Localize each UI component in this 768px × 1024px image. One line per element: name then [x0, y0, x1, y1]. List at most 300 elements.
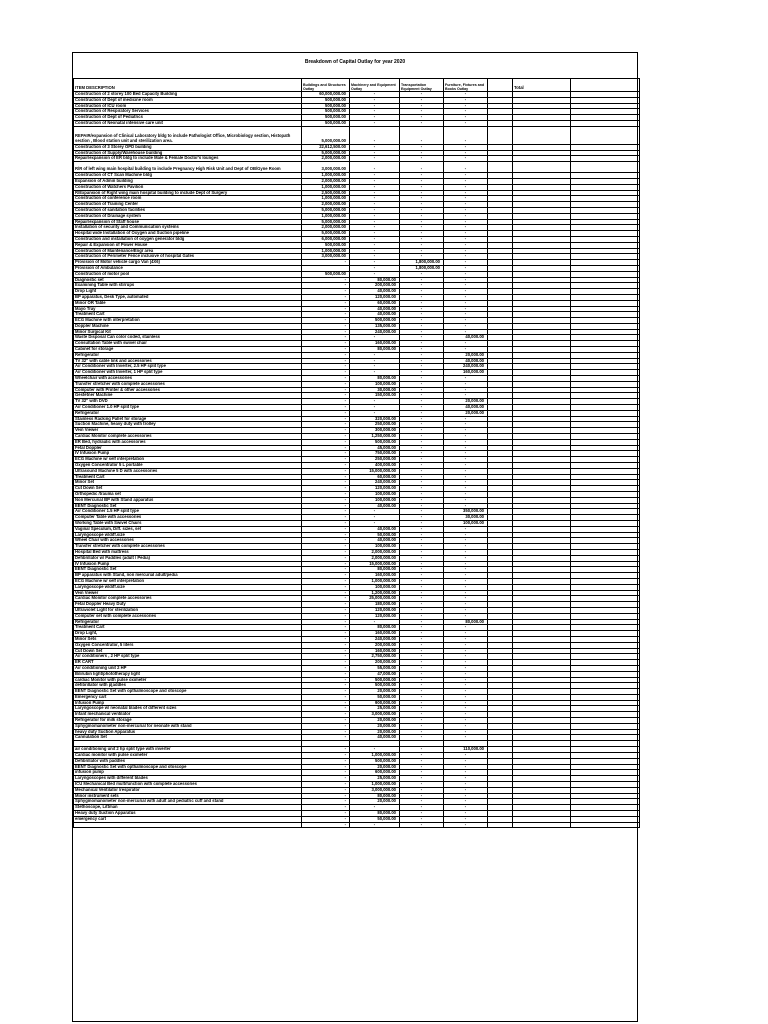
cell-furniture-value: -	[444, 162, 488, 173]
cell-item-description: Working Table with Swivel Chairs	[74, 520, 302, 526]
cell-transportation-value: -	[400, 625, 444, 631]
cell-item-description: Construction of Training Center	[74, 202, 302, 208]
cell-buildings-value: -	[302, 573, 350, 579]
cell-item-description: Construction of Respiratory Services	[74, 109, 302, 115]
cell-buildings-value: -	[302, 300, 350, 306]
cell-buildings-value: -	[302, 474, 350, 480]
cell-item-description: Waste Disposal Can color coded, stainless	[74, 335, 302, 341]
cell-furniture-value: -	[444, 503, 488, 509]
cell-furniture-value: -	[444, 92, 488, 98]
cell-transportation-value: -	[400, 723, 444, 729]
cell-furniture-value: -	[444, 277, 488, 283]
cell-item-description: Mechanical Ventilator /respirator	[74, 787, 302, 793]
cell-item-description: Construction of conference room	[74, 196, 302, 202]
cell-furniture-value: -	[444, 573, 488, 579]
cell-item-description: Treatment Cart	[74, 312, 302, 318]
cell-machinery-value: 25,000.00	[350, 776, 400, 782]
cell-furniture-value: -	[444, 735, 488, 741]
cell-transportation-value: -	[400, 323, 444, 329]
cell-buildings-value: -	[302, 364, 350, 370]
cell-buildings-value: -	[302, 532, 350, 538]
cell-transportation-value: -	[400, 405, 444, 411]
cell-buildings-value: -	[302, 578, 350, 584]
cell-furniture-value: -	[444, 607, 488, 613]
cell-buildings-value: 1,000,000.00	[302, 248, 350, 254]
cell-item-description: BP apparatus, Desk Type, automated	[74, 294, 302, 300]
cell-machinery-value: 40,000.00	[350, 312, 400, 318]
cell-item-description: Wheelchair with accessories	[74, 376, 302, 382]
cell-item-description: Refrigerator	[74, 410, 302, 416]
cell-item-description: Air Conditioner with Inverter, 1 HP split type	[74, 370, 302, 376]
cell-furniture-value: -	[444, 538, 488, 544]
cell-blank	[571, 162, 640, 173]
cell-furniture-value: -	[444, 463, 488, 469]
cell-machinery-value: 250,000.00	[350, 422, 400, 428]
cell-transportation-value: -	[400, 289, 444, 295]
cell-machinery-value: 150,000.00	[350, 393, 400, 399]
cell-machinery-value: 100,000.00	[350, 497, 400, 503]
cell-machinery-value: 40,000.00	[350, 289, 400, 295]
cell-item-description: Construction of Dept of Pediatrics	[74, 115, 302, 121]
cell-buildings-value: -	[302, 341, 350, 347]
cell-transportation-value: -	[400, 654, 444, 660]
cell-transportation-value: -	[400, 787, 444, 793]
cell-buildings-value: 500,000.00	[302, 271, 350, 277]
cell-transportation-value: -	[400, 729, 444, 735]
cell-transportation-value: -	[400, 439, 444, 445]
cell-machinery-value: -	[350, 405, 400, 411]
cell-buildings-value: -	[302, 648, 350, 654]
cell-item-description: Construction of Dept of medicine room	[74, 97, 302, 103]
cell-buildings-value: 1,000,000.00	[302, 184, 350, 190]
cell-item-description: emergency cart	[74, 816, 302, 822]
cell-buildings-value: -	[302, 764, 350, 770]
cell-buildings-value: -	[302, 260, 350, 266]
cell-item-description: Cut Down Set	[74, 648, 302, 654]
cell-buildings-value: -	[302, 428, 350, 434]
cell-transportation-value: -	[400, 242, 444, 248]
cell-machinery-value: 80,000.00	[350, 567, 400, 573]
cell-transportation-value: -	[400, 822, 444, 828]
cell-machinery-value: -	[350, 515, 400, 521]
cell-transportation-value: -	[400, 793, 444, 799]
cell-item-description: EENT Diagnostic Set	[74, 567, 302, 573]
cell-transportation-value: -	[400, 480, 444, 486]
cell-transportation-value: -	[400, 92, 444, 98]
cell-transportation-value: -	[400, 347, 444, 353]
cell-machinery-value: 300,000.00	[350, 428, 400, 434]
cell-buildings-value: -	[302, 405, 350, 411]
cell-item-description: Stainless Racking Pallet for storage	[74, 416, 302, 422]
cell-machinery-value: 20,000.00	[350, 718, 400, 724]
cell-buildings-value: -	[302, 335, 350, 341]
cell-transportation-value: -	[400, 503, 444, 509]
cell-item-description: Expansion of Admin building	[74, 178, 302, 184]
cell-transportation-value: -	[400, 573, 444, 579]
cell-machinery-value: -	[350, 335, 400, 341]
cell-transportation-value: -	[400, 335, 444, 341]
cell-item-description: Construction of 3 Storey OPD building	[74, 144, 302, 150]
col-header-blank	[488, 79, 513, 92]
cell-machinery-value: -	[350, 399, 400, 405]
cell-buildings-value: -	[302, 787, 350, 793]
cell-furniture-value: -	[444, 115, 488, 121]
cell-buildings-value: -	[302, 706, 350, 712]
cell-furniture-value: -	[444, 422, 488, 428]
cell-buildings-value: -	[302, 422, 350, 428]
cell-transportation-value: -	[400, 532, 444, 538]
cell-machinery-value: 100,000.00	[350, 381, 400, 387]
cell-machinery-value: -	[350, 619, 400, 625]
cell-item-description: ECG Machine w/ self interpretation	[74, 578, 302, 584]
cell-buildings-value: -	[302, 312, 350, 318]
cell-buildings-value: -	[302, 526, 350, 532]
cell-transportation-value: -	[400, 805, 444, 811]
cell-item-description: Fetal Doppler	[74, 445, 302, 451]
cell-furniture-value: -	[444, 144, 488, 150]
cell-furniture-value: 20,000.00	[444, 352, 488, 358]
cell-machinery-value: 3,000,000.00	[350, 787, 400, 793]
cell-transportation-value: -	[400, 607, 444, 613]
cell-furniture-value: -	[444, 300, 488, 306]
cell-transportation-value: -	[400, 520, 444, 526]
cell-machinery-value: 750,000.00	[350, 451, 400, 457]
capital-outlay-table	[73, 78, 640, 828]
cell-machinery-value: 20,000.00	[350, 729, 400, 735]
cell-furniture-value: -	[444, 822, 488, 828]
cell-blank	[571, 126, 640, 144]
cell-furniture-value: -	[444, 758, 488, 764]
cell-buildings-value: -	[302, 567, 350, 573]
cell-item-description: IV Infusion Pump	[74, 451, 302, 457]
cell-item-description: Heavy duty Suction Apparatus	[74, 811, 302, 817]
cell-furniture-value: -	[444, 660, 488, 666]
cell-transportation-value: -	[400, 410, 444, 416]
cell-buildings-value: -	[302, 283, 350, 289]
cell-buildings-value: -	[302, 451, 350, 457]
cell-item-description: Orthopedic /trauma set	[74, 492, 302, 498]
cell-machinery-value: 900,000.00	[350, 700, 400, 706]
cell-furniture-value: -	[444, 625, 488, 631]
cell-transportation-value: -	[400, 590, 444, 596]
cell-transportation-value: -	[400, 219, 444, 225]
cell-buildings-value: -	[302, 758, 350, 764]
cell-buildings-value: -	[302, 381, 350, 387]
cell-machinery-value: 80,000.00	[350, 347, 400, 353]
cell-transportation-value: -	[400, 428, 444, 434]
cell-furniture-value: -	[444, 190, 488, 196]
cell-machinery-value: -	[350, 150, 400, 156]
cell-transportation-value: -	[400, 329, 444, 335]
cell-item-description: Treatment Cart	[74, 625, 302, 631]
cell-machinery-value: 3,000,000.00	[350, 712, 400, 718]
cell-item-description: Air Conditioner with Inverter, 2.5 HP split type	[74, 364, 302, 370]
cell-furniture-value: -	[444, 236, 488, 242]
cell-furniture-value: -	[444, 283, 488, 289]
cell-buildings-value: -	[302, 376, 350, 382]
cell-machinery-value: -	[350, 178, 400, 184]
cell-transportation-value: -	[400, 515, 444, 521]
cell-machinery-value: 40,000.00	[350, 735, 400, 741]
cell-item-description: heavy duty Suction Apparatus	[74, 729, 302, 735]
cell-furniture-value: -	[444, 816, 488, 822]
cell-buildings-value: 1,000,000.00	[302, 213, 350, 219]
cell-item-description: Bilirubin light/phototherapy light	[74, 671, 302, 677]
cell-total	[513, 162, 571, 173]
cell-item-description: Sphygmomanometer non-mercurial for neonate with stand	[74, 723, 302, 729]
cell-buildings-value: -	[302, 289, 350, 295]
cell-transportation-value: -	[400, 683, 444, 689]
cell-machinery-value: -	[350, 822, 400, 828]
cell-buildings-value: -	[302, 318, 350, 324]
cell-furniture-value: -	[444, 156, 488, 162]
cell-buildings-value: -	[302, 723, 350, 729]
cell-item-description: Suction Machine, heavy duty with trolley	[74, 422, 302, 428]
cell-transportation-value: -	[400, 578, 444, 584]
cell-item-description: Refrigerator for milk storage	[74, 718, 302, 724]
cell-transportation-value: -	[400, 120, 444, 126]
cell-buildings-value: -	[302, 694, 350, 700]
cell-machinery-value: 60,000.00	[350, 300, 400, 306]
cell-machinery-value: -	[350, 196, 400, 202]
cell-transportation-value: -	[400, 370, 444, 376]
cell-machinery-value: 240,000.00	[350, 480, 400, 486]
cell-buildings-value: 5,000,000.00	[302, 150, 350, 156]
cell-machinery-value: 1,200,000.00	[350, 590, 400, 596]
cell-transportation-value: -	[400, 544, 444, 550]
cell-transportation-value: -	[400, 115, 444, 121]
cell-transportation-value: -	[400, 213, 444, 219]
cell-machinery-value: -	[350, 260, 400, 266]
cell-item-description: Construction of sanitation facilities	[74, 207, 302, 213]
cell-buildings-value: -	[302, 799, 350, 805]
cell-furniture-value: -	[444, 613, 488, 619]
cell-item-description: TV 32" with DVD	[74, 399, 302, 405]
cell-transportation-value: -	[400, 770, 444, 776]
cell-transportation-value: -	[400, 144, 444, 150]
cell-item-description: Refrigerator	[74, 352, 302, 358]
cell-buildings-value: -	[302, 555, 350, 561]
cell-machinery-value: -	[350, 370, 400, 376]
cell-item-description: Laryngoscope w/diff.size	[74, 584, 302, 590]
cell-transportation-value: -	[400, 689, 444, 695]
cell-transportation-value: -	[400, 399, 444, 405]
cell-furniture-value: -	[444, 260, 488, 266]
cell-blank	[571, 822, 640, 828]
cell-transportation-value: -	[400, 776, 444, 782]
cell-item-description: R/R of left wing main hospital building to include Pregnancy High Risk Unit and Dept of OB/Gyne Room	[74, 162, 302, 173]
cell-transportation-value: -	[400, 387, 444, 393]
cell-buildings-value: -	[302, 683, 350, 689]
cell-furniture-value: -	[444, 294, 488, 300]
cell-furniture-value: -	[444, 492, 488, 498]
cell-furniture-value: -	[444, 590, 488, 596]
cell-transportation-value: -	[400, 811, 444, 817]
cell-transportation-value: 1,800,000.00	[400, 265, 444, 271]
cell-transportation-value: -	[400, 184, 444, 190]
cell-transportation-value: -	[400, 706, 444, 712]
cell-buildings-value: 6,000,000.00	[302, 236, 350, 242]
cell-furniture-value: -	[444, 764, 488, 770]
cell-item-description: Infusion Pump	[74, 700, 302, 706]
cell-item-description: Minor Sets	[74, 636, 302, 642]
cell-furniture-value: -	[444, 196, 488, 202]
cell-furniture-value: -	[444, 323, 488, 329]
cell-transportation-value: -	[400, 207, 444, 213]
cell-transportation-value: -	[400, 300, 444, 306]
cell-machinery-value: 120,000.00	[350, 486, 400, 492]
cell-machinery-value: 30,000.00	[350, 387, 400, 393]
cell-buildings-value: -	[302, 596, 350, 602]
cell-furniture-value: -	[444, 289, 488, 295]
cell-furniture-value: -	[444, 642, 488, 648]
cell-item-description: Air Conditioner 1.5 HP split type	[74, 509, 302, 515]
cell-furniture-value: -	[444, 694, 488, 700]
cell-furniture-value: -	[444, 486, 488, 492]
cell-item-description: ER CART	[74, 660, 302, 666]
cell-item-description: Drop Light	[74, 289, 302, 295]
cell-buildings-value: -	[302, 625, 350, 631]
cell-buildings-value: 500,000.00	[302, 97, 350, 103]
cell-transportation-value: -	[400, 718, 444, 724]
cell-buildings-value: -	[302, 416, 350, 422]
cell-furniture-value: -	[444, 109, 488, 115]
cell-blank	[488, 822, 513, 828]
cell-item-description: Cardiac Monitor complete accessories	[74, 434, 302, 440]
cell-buildings-value: -	[302, 352, 350, 358]
cell-transportation-value: -	[400, 364, 444, 370]
cell-transportation-value: -	[400, 619, 444, 625]
cell-buildings-value: -	[302, 654, 350, 660]
cell-item-description: Laryngoscope w/ neonatal blades of different sizes	[74, 706, 302, 712]
cell-item-description: Defibrillator with paddles	[74, 758, 302, 764]
cell-machinery-value: -	[350, 207, 400, 213]
cell-transportation-value: -	[400, 764, 444, 770]
cell-furniture-value: -	[444, 178, 488, 184]
cell-machinery-value: 20,000.00	[350, 723, 400, 729]
cell-machinery-value: 50,000.00	[350, 816, 400, 822]
cell-buildings-value: -	[302, 590, 350, 596]
cell-machinery-value: -	[350, 265, 400, 271]
cell-machinery-value: 200,000.00	[350, 660, 400, 666]
cell-furniture-value: -	[444, 150, 488, 156]
cell-furniture-value: -	[444, 312, 488, 318]
cell-machinery-value: -	[350, 805, 400, 811]
cell-furniture-value: -	[444, 805, 488, 811]
cell-buildings-value: -	[302, 445, 350, 451]
cell-furniture-value: -	[444, 97, 488, 103]
cell-furniture-value: -	[444, 532, 488, 538]
cell-buildings-value: 1,000,000.00	[302, 196, 350, 202]
cell-furniture-value: -	[444, 654, 488, 660]
cell-item-description: Wheel Chair with accessories	[74, 538, 302, 544]
cell-transportation-value: -	[400, 596, 444, 602]
cell-item-description: REPAIR/expansion of Clinical Laboratory bldg to include Pathologist Office, Microbiology section, Histopath section , Blood station unit and sterilization area.	[74, 126, 302, 144]
cell-buildings-value: -	[302, 793, 350, 799]
cell-buildings-value: 500,000.00	[302, 109, 350, 115]
cell-item-description: Diagnostic set	[74, 277, 302, 283]
cell-transportation-value: -	[400, 376, 444, 382]
cell-item-description: Stethoscope, Littman	[74, 805, 302, 811]
cell-machinery-value: -	[350, 219, 400, 225]
cell-item-description: Cardiac monitor with pulse oximeter	[74, 753, 302, 759]
cell-transportation-value: -	[400, 254, 444, 260]
cell-buildings-value: 500,000.00	[302, 242, 350, 248]
cell-buildings-value: -	[302, 358, 350, 364]
cell-furniture-value: -	[444, 207, 488, 213]
cell-machinery-value: 80,000.00	[350, 811, 400, 817]
cell-machinery-value: 20,000.00	[350, 799, 400, 805]
cell-buildings-value: 2,000,000.00	[302, 178, 350, 184]
cell-transportation-value: -	[400, 636, 444, 642]
cell-furniture-value: -	[444, 271, 488, 277]
cell-transportation-value: -	[400, 312, 444, 318]
cell-machinery-value: 500,000.00	[350, 318, 400, 324]
cell-machinery-value: 1,000,000.00	[350, 753, 400, 759]
cell-transportation-value: -	[400, 162, 444, 173]
cell-furniture-value: -	[444, 648, 488, 654]
cell-transportation-value: -	[400, 358, 444, 364]
cell-item-description: Hospital wide Installation of Oxygen and Suction pipeline	[74, 231, 302, 237]
cell-machinery-value: 45,000.00	[350, 445, 400, 451]
cell-buildings-value: -	[302, 393, 350, 399]
cell-buildings-value: -	[302, 613, 350, 619]
cell-transportation-value: -	[400, 451, 444, 457]
cell-machinery-value: 80,000.00	[350, 376, 400, 382]
cell-machinery-value: 80,000.00	[350, 793, 400, 799]
cell-furniture-value: -	[444, 544, 488, 550]
cell-furniture-value: -	[444, 468, 488, 474]
cell-machinery-value: -	[350, 173, 400, 179]
cell-machinery-value: 400,000.00	[350, 463, 400, 469]
cell-furniture-value: -	[444, 434, 488, 440]
cell-item-description: Oxygen Concentrator, 5 liters	[74, 642, 302, 648]
cell-transportation-value: -	[400, 816, 444, 822]
cell-furniture-value: -	[444, 584, 488, 590]
cell-item-description: Construction of Supply/Warehouse building	[74, 150, 302, 156]
cell-machinery-value: -	[350, 126, 400, 144]
cell-item-description: Infant mechanical ventilator	[74, 712, 302, 718]
cell-machinery-value: 40,000.00	[350, 526, 400, 532]
cell-item-description: Ultrasound Machine 5 D with accessories	[74, 468, 302, 474]
cell-transportation-value: -	[400, 202, 444, 208]
cell-furniture-value: -	[444, 439, 488, 445]
cell-transportation-value: -	[400, 561, 444, 567]
cell-item-description: Provision of Ambulance	[74, 265, 302, 271]
cell-transportation-value: -	[400, 782, 444, 788]
cell-machinery-value: -	[350, 213, 400, 219]
cell-transportation-value: -	[400, 190, 444, 196]
cell-item-description: Construction of Neonatal intensive care unit	[74, 120, 302, 126]
cell-machinery-value: 60,000.00	[350, 474, 400, 480]
cell-machinery-value: -	[350, 410, 400, 416]
cell-furniture-value: -	[444, 445, 488, 451]
cell-furniture-value: -	[444, 602, 488, 608]
cell-furniture-value: -	[444, 549, 488, 555]
cell-furniture-value: -	[444, 671, 488, 677]
cell-buildings-value: 500,000.00	[302, 103, 350, 109]
cell-buildings-value: -	[302, 457, 350, 463]
cell-machinery-value: 160,000.00	[350, 631, 400, 637]
cell-furniture-value: -	[444, 793, 488, 799]
cell-furniture-value: -	[444, 729, 488, 735]
cell-transportation-value: -	[400, 468, 444, 474]
cell-furniture-value: -	[444, 770, 488, 776]
cell-machinery-value: -	[350, 271, 400, 277]
cell-furniture-value: -	[444, 480, 488, 486]
cell-buildings-value: -	[302, 492, 350, 498]
col-header-machinery: Machinery and Equipment Outlay	[350, 79, 400, 92]
